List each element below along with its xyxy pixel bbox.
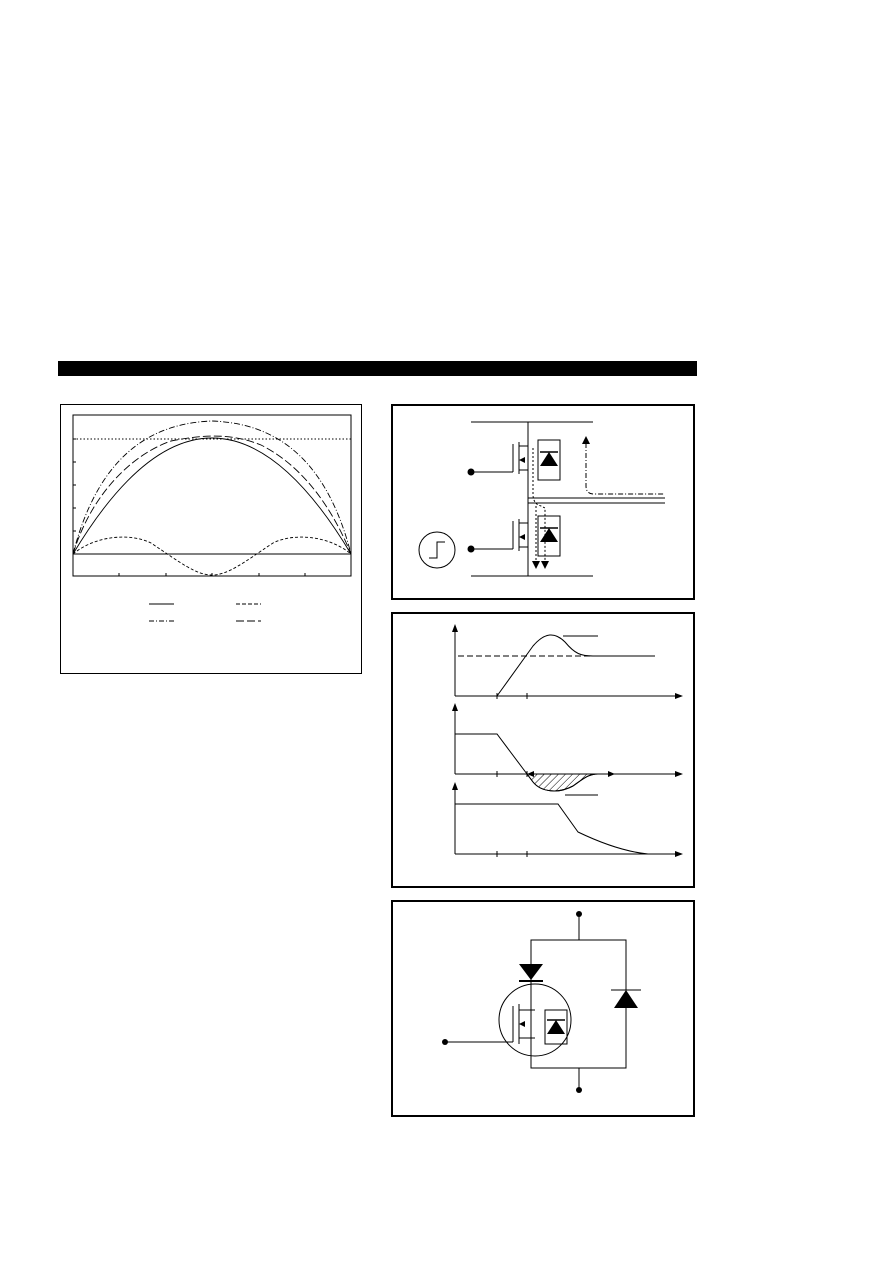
legend <box>149 604 261 621</box>
waveform-chart <box>61 405 361 673</box>
low-gate-terminal <box>468 546 475 553</box>
curve-dashed-ripple <box>73 537 351 575</box>
arrow-up-icon <box>452 703 458 711</box>
low-body-diode <box>540 528 558 542</box>
high-gate-terminal <box>468 469 475 476</box>
series-diode-mosfet-circuit <box>393 902 693 1115</box>
arrow-right-icon <box>608 771 615 777</box>
low-gate-arrow-icon <box>519 534 525 540</box>
high-gate-arrow-icon <box>519 457 525 463</box>
antiparallel-diode-icon <box>614 990 638 1008</box>
step-glyph <box>429 542 445 558</box>
switching-waveforms-figure <box>391 612 695 888</box>
body-diode-icon <box>547 1020 565 1034</box>
arrow-down-icon <box>541 561 549 569</box>
arrow-up-icon <box>452 624 458 632</box>
arrow-right-icon <box>675 851 683 857</box>
curve-solid <box>73 438 351 554</box>
arrow-right-icon <box>675 693 683 699</box>
recovery-hatched-area <box>527 774 598 791</box>
arrow-right-icon <box>675 771 683 777</box>
outer-loop <box>531 940 626 1068</box>
bottom-terminal <box>576 1087 582 1093</box>
load-current-path <box>586 443 665 494</box>
half-bridge-circuit <box>393 406 693 598</box>
arrow-up-icon <box>452 782 458 790</box>
curve-dash-dot <box>73 421 351 554</box>
series-diode-mosfet-figure <box>391 900 695 1117</box>
high-body-diode <box>540 452 558 466</box>
gate-arrow-icon <box>519 1021 525 1027</box>
arrow-up-icon <box>582 436 590 444</box>
switching-waveforms <box>393 614 693 886</box>
bottom-decay-curve <box>455 804 648 854</box>
gate-terminal <box>442 1039 448 1045</box>
series-diode-icon <box>519 964 543 980</box>
top-terminal <box>576 911 582 917</box>
section-header-bar <box>58 361 697 376</box>
half-bridge-figure <box>391 404 695 600</box>
waveform-chart-figure <box>60 404 362 674</box>
top-overshoot-curve <box>497 635 655 696</box>
arrow-down-icon <box>532 561 540 569</box>
